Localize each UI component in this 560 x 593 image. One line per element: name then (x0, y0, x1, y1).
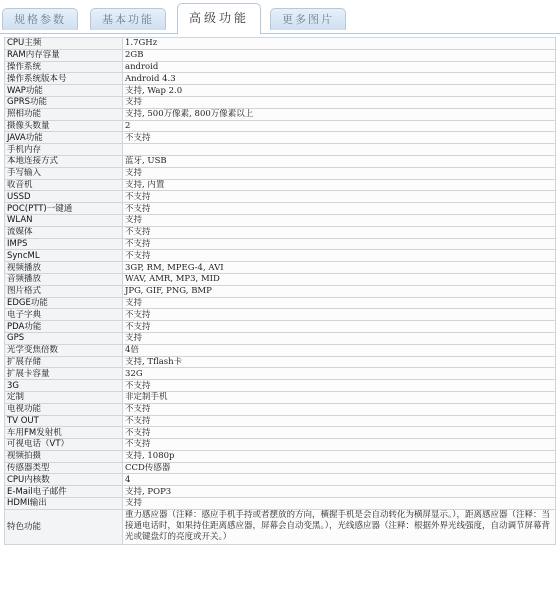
spec-row (5, 144, 556, 156)
spec-key: 流媒体 (5, 226, 123, 238)
spec-value: 支持, Wap 2.0 (123, 85, 556, 97)
spec-value: 不支持 (123, 309, 556, 321)
spec-row (5, 332, 556, 344)
spec-value: 支持 (123, 214, 556, 226)
spec-row (5, 85, 556, 97)
spec-value: 支持, Tflash卡 (123, 356, 556, 368)
spec-value: 4 (123, 474, 556, 486)
tab-specs[interactable]: 规格参数 (2, 8, 78, 30)
spec-value: 支持, 500万像素, 800万像素以上 (123, 108, 556, 120)
spec-row (5, 498, 556, 510)
spec-key: 定制 (5, 391, 123, 403)
spec-key: EDGE功能 (5, 297, 123, 309)
spec-key: 车用FM发射机 (5, 427, 123, 439)
spec-value: 2GB (123, 49, 556, 61)
spec-key: 摄像头数量 (5, 120, 123, 132)
spec-row (5, 120, 556, 132)
spec-row (5, 238, 556, 250)
spec-key: RAM内存容量 (5, 49, 123, 61)
spec-value: 重力感应器（注释：感应手机手持或者摆放的方向，横握手机是会自动转化为横屏显示。），距离感应器（注释：当接通电话时，如果持住距离感应器，屏幕会自动变黑。），光线感应器（注释：根据外界光线强度，自动调节屏幕背光或键盘灯的亮度或开关。） (123, 509, 556, 544)
spec-row (5, 108, 556, 120)
spec-row (5, 439, 556, 451)
spec-row (5, 509, 556, 544)
spec-key: CPU主频 (5, 38, 123, 50)
tab-basic-features[interactable]: 基本功能 (90, 8, 166, 30)
spec-row (5, 214, 556, 226)
spec-row (5, 262, 556, 274)
spec-value: 不支持 (123, 439, 556, 451)
spec-row (5, 297, 556, 309)
spec-key: HDMI输出 (5, 498, 123, 510)
spec-row (5, 474, 556, 486)
spec-row (5, 403, 556, 415)
spec-row (5, 73, 556, 85)
spec-row (5, 321, 556, 333)
spec-value: Android 4.3 (123, 73, 556, 85)
tab-bar (0, 0, 560, 34)
spec-row (5, 203, 556, 215)
spec-key: SyncML (5, 250, 123, 262)
spec-value: 支持 (123, 167, 556, 179)
spec-key: 可视电话（VT） (5, 439, 123, 451)
spec-value: 不支持 (123, 415, 556, 427)
spec-key: JAVA功能 (5, 132, 123, 144)
spec-value: 支持 (123, 498, 556, 510)
spec-row (5, 155, 556, 167)
spec-key: 光学变焦倍数 (5, 344, 123, 356)
spec-key: 扩展存储 (5, 356, 123, 368)
spec-value: 不支持 (123, 321, 556, 333)
spec-row (5, 486, 556, 498)
spec-key: CPU内核数 (5, 474, 123, 486)
spec-row (5, 344, 556, 356)
spec-key: 电子字典 (5, 309, 123, 321)
spec-value: 2 (123, 120, 556, 132)
spec-value: WAV, AMR, MP3, MID (123, 273, 556, 285)
spec-value: 不支持 (123, 203, 556, 215)
spec-value (123, 144, 556, 156)
spec-table (4, 37, 556, 545)
spec-row (5, 391, 556, 403)
spec-key: 电视功能 (5, 403, 123, 415)
spec-key: GPS (5, 332, 123, 344)
spec-key: 视频拍摄 (5, 450, 123, 462)
spec-key: 传感器类型 (5, 462, 123, 474)
spec-value: 不支持 (123, 250, 556, 262)
spec-row (5, 450, 556, 462)
spec-row (5, 132, 556, 144)
spec-row (5, 368, 556, 380)
spec-key: 操作系统版本号 (5, 73, 123, 85)
spec-value: 蓝牙, USB (123, 155, 556, 167)
spec-value: 不支持 (123, 226, 556, 238)
tab-underline (0, 33, 560, 34)
spec-key: WAP功能 (5, 85, 123, 97)
spec-row (5, 167, 556, 179)
spec-row (5, 179, 556, 191)
spec-value: JPG, GIF, PNG, BMP (123, 285, 556, 297)
tab-more-pictures[interactable]: 更多图片 (270, 8, 346, 30)
spec-value: 不支持 (123, 380, 556, 392)
spec-row (5, 380, 556, 392)
spec-key: 扩展卡容量 (5, 368, 123, 380)
spec-key: 手机内存 (5, 144, 123, 156)
spec-row (5, 415, 556, 427)
spec-value: 支持 (123, 332, 556, 344)
spec-value: 4倍 (123, 344, 556, 356)
spec-row (5, 462, 556, 474)
spec-value: 3GP, RM, MPEG-4, AVI (123, 262, 556, 274)
spec-key: 本地连接方式 (5, 155, 123, 167)
spec-key: 音频播放 (5, 273, 123, 285)
spec-value: 支持, POP3 (123, 486, 556, 498)
spec-row (5, 309, 556, 321)
spec-key: WLAN (5, 214, 123, 226)
spec-row (5, 273, 556, 285)
spec-key: 图片格式 (5, 285, 123, 297)
spec-value: 不支持 (123, 427, 556, 439)
spec-value: 1.7GHz (123, 38, 556, 50)
spec-row (5, 49, 556, 61)
spec-value: 32G (123, 368, 556, 380)
spec-row (5, 427, 556, 439)
spec-key: E-Mail电子邮件 (5, 486, 123, 498)
spec-row (5, 250, 556, 262)
spec-value: 支持 (123, 297, 556, 309)
spec-value: 不支持 (123, 403, 556, 415)
spec-value: android (123, 61, 556, 73)
spec-row (5, 61, 556, 73)
spec-key: 照相功能 (5, 108, 123, 120)
spec-row (5, 191, 556, 203)
spec-value: CCD传感器 (123, 462, 556, 474)
spec-key: 特色功能 (5, 509, 123, 544)
spec-key: 手写输入 (5, 167, 123, 179)
spec-value: 不支持 (123, 132, 556, 144)
spec-key: 操作系统 (5, 61, 123, 73)
spec-key: 视频播放 (5, 262, 123, 274)
spec-row (5, 285, 556, 297)
spec-value: 不支持 (123, 238, 556, 250)
spec-row (5, 96, 556, 108)
spec-row (5, 38, 556, 50)
spec-key: POC(PTT)一键通 (5, 203, 123, 215)
spec-key: USSD (5, 191, 123, 203)
spec-key: TV OUT (5, 415, 123, 427)
spec-value: 不支持 (123, 191, 556, 203)
spec-key: PDA功能 (5, 321, 123, 333)
spec-key: IMPS (5, 238, 123, 250)
spec-value: 支持 (123, 96, 556, 108)
spec-value: 支持, 1080p (123, 450, 556, 462)
spec-key: GPRS功能 (5, 96, 123, 108)
spec-row (5, 226, 556, 238)
spec-key: 收音机 (5, 179, 123, 191)
tab-advanced-features[interactable]: 高级功能 (177, 3, 261, 34)
spec-row (5, 356, 556, 368)
spec-key: 3G (5, 380, 123, 392)
spec-value: 非定制手机 (123, 391, 556, 403)
spec-value: 支持, 内置 (123, 179, 556, 191)
